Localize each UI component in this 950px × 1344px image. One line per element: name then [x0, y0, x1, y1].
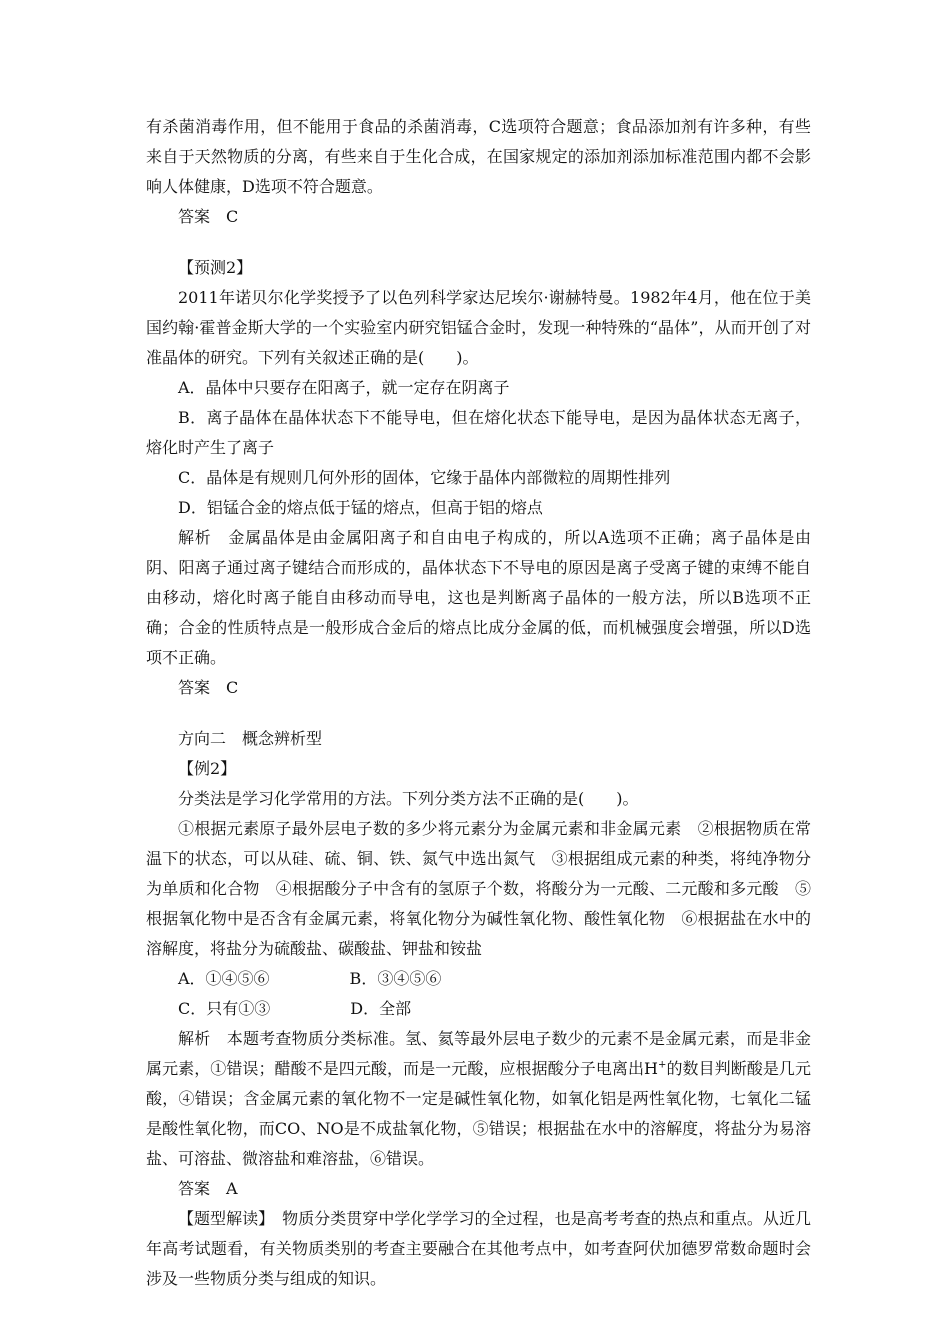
- question-type-reading: [146, 1204, 811, 1294]
- classification-items: ①根据元素原子最外层电子数的多少将元素分为金属元素和非金属元素 ②根据物质在常温下的状态，可以从硅、硫、铜、铁、氮气中选出氮气 ③根据组成元素的种类，将纯净物分为单质和化合物 ④根据酸分子中含有的氢原子个数，将酸分为一元酸、二元酸和多元酸 ⑤根据氧化物中是否含有金属元素，将氧化物分为碱性氧化物、酸性氧化物 ⑥根据盐在水中的溶解度，将盐分为硫酸盐、碳酸盐、钾盐和铵盐: [146, 819, 811, 958]
- continued-paragraph: 有杀菌消毒作用，但不能用于食品的杀菌消毒，C选项符合题意；食品添加剂有许多种，有些来自于天然物质的分离，有些来自于生化合成，在国家规定的添加剂添加标准范围内都不会影响人体健康，D选项不符合题意。: [146, 117, 811, 196]
- document-page: [146, 112, 811, 1294]
- answer-line: 答案 A: [178, 1179, 238, 1198]
- option-d: D．铝锰合金的熔点低于锰的熔点，但高于铝的熔点: [178, 498, 543, 517]
- section-heading-predict-2: 【预测2】: [178, 258, 253, 277]
- answer-line: 答案 C: [178, 207, 239, 226]
- question-stem: 2011年诺贝尔化学奖授予了以色列科学家达尼埃尔·谢赫特曼。1982年4月，他在位于美国约翰·霍普金斯大学的一个实验室内研究铝锰合金时，发现一种特殊的“晶体”，从而开创了对准晶体的研究。下列有关叙述正确的是( )。: [146, 288, 811, 367]
- option-a: A．晶体中只要存在阳离子，就一定存在阴离子: [178, 378, 510, 397]
- example-heading: 【例2】: [178, 759, 237, 778]
- option-c: C．晶体是有规则几何外形的固体，它缘于晶体内部微粒的周期性排列: [178, 468, 671, 487]
- direction-title: 方向二 概念辨析型: [178, 729, 323, 748]
- spacer: [146, 703, 811, 724]
- options-row-ab: A．①④⑤⑥ B．③④⑤⑥: [178, 969, 442, 988]
- reading-label: 【题型解读】: [178, 1209, 267, 1228]
- superscript-plus: +: [658, 1059, 667, 1071]
- options-row-cd: C．只有①③ D．全部: [178, 999, 412, 1018]
- analysis-text-2: 的数目判断酸是几元酸，④错误；含金属元素的氧化物不一定是碱性氧化物，如氧化铝是两性氧化物，七氧化二锰是酸性氧化物，而CO、NO是不成盐氧化物，⑤错误；根据盐在水中的溶解度，将盐分为易溶盐、可溶盐、微溶盐和难溶盐，⑥错误。: [146, 1059, 811, 1168]
- reading-text: 物质分类贯穿中学化学学习的全过程，也是高考考查的热点和重点。从近几年高考试题看，有关物质类别的考查主要融合在其他考点中，如考查阿伏加德罗常数命题时会涉及一些物质分类与组成的知识。: [146, 1209, 811, 1288]
- answer-line: 答案 C: [178, 678, 239, 697]
- option-b: B．离子晶体在晶体状态下不能导电，但在熔化状态下能导电，是因为晶体状态无离子，熔化时产生了离子: [146, 408, 811, 457]
- analysis-text-1: 解析 本题考查物质分类标准。氢、氦等最外层电子数少的元素不是金属元素，而是非金属元素，①错误；醋酸不是四元酸，而是一元酸，应根据酸分子电离出H: [146, 1029, 811, 1078]
- spacer: [146, 232, 811, 253]
- analysis-paragraph: [146, 1024, 811, 1174]
- question-stem: 分类法是学习化学常用的方法。下列分类方法不正确的是( )。: [178, 789, 639, 808]
- analysis-paragraph: 解析 金属晶体是由金属阳离子和自由电子构成的，所以A选项不正确；离子晶体是由阴、阳离子通过离子键结合而形成的，晶体状态下不导电的原因是离子受离子键的束缚不能自由移动，熔化时离子能自由移动而导电，这也是判断离子晶体的一般方法，所以B选项不正确；合金的性质特点是一般形成合金后的熔点比成分金属的低，而机械强度会增强，所以D选项不正确。: [146, 528, 811, 667]
